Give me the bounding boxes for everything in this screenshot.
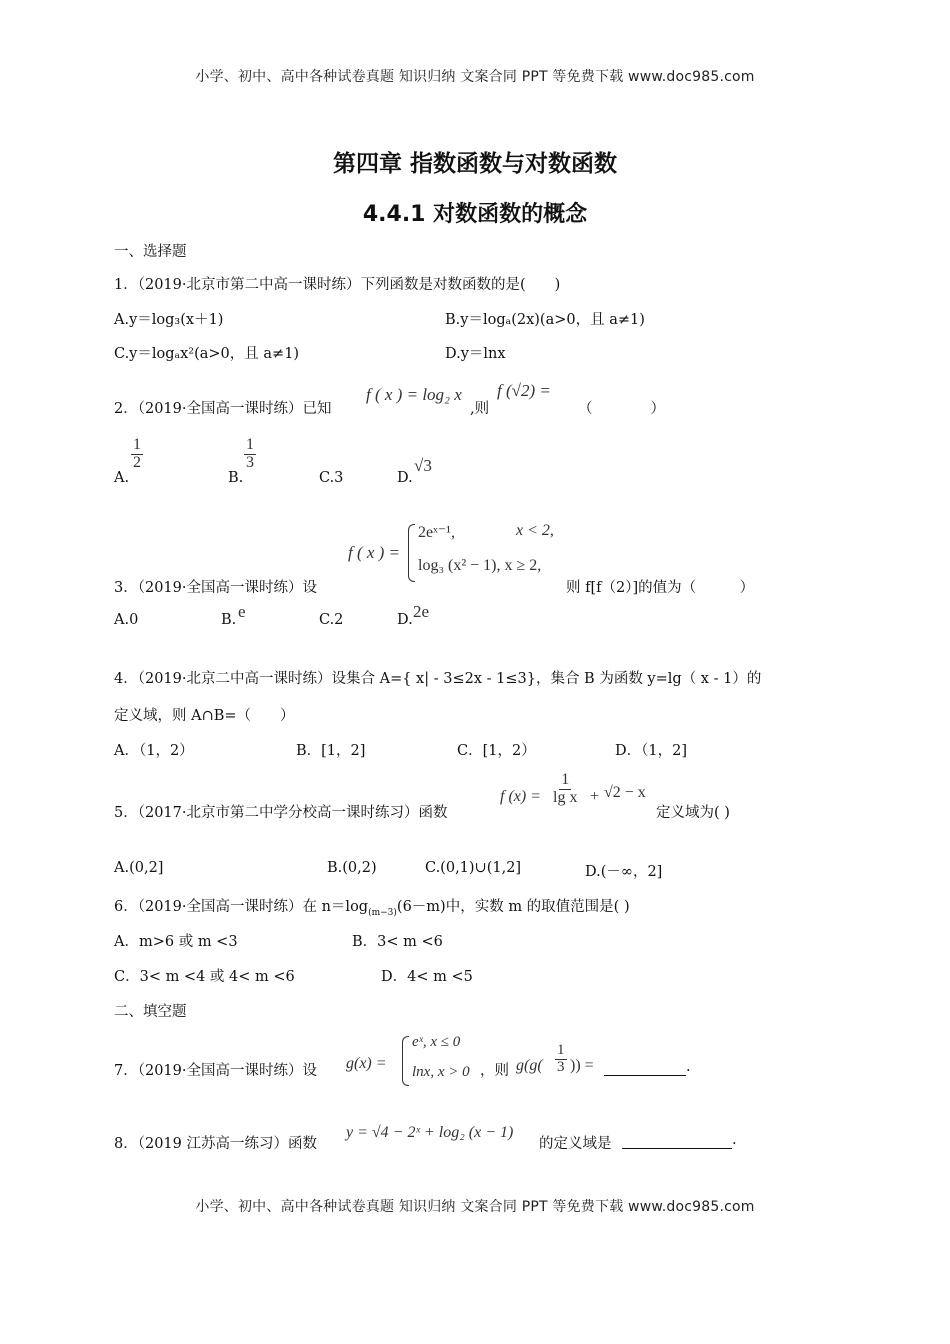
answer-line: [622, 1132, 732, 1149]
question-4-option-d: D．（1，2]: [615, 743, 687, 759]
part2-heading: 二、填空题: [114, 1004, 187, 1020]
question-8-stem: 8．（2019 江苏高一练习）函数: [114, 1136, 317, 1152]
question-6-option-d: D．4< m <5: [381, 969, 473, 985]
question-5-sqrt: √2 − x: [604, 784, 646, 801]
question-3-option-c: C.2: [319, 612, 344, 628]
question-1-option-b: B.y＝logₐ(2x)(a>0，且 a≠1): [445, 312, 645, 328]
question-5-stem: 5．（2017·北京市第二中学分校高一课时练习）函数: [114, 805, 448, 821]
question-2-option-d-label: D.: [397, 470, 413, 486]
question-1-stem: 1．（2019·北京市第二中高一课时练）下列函数是对数函数的是( ): [114, 277, 561, 293]
question-5-plus: +: [590, 788, 600, 805]
question-8-formula: y = √4 − 2ˣ + log₂ (x − 1): [346, 1124, 514, 1141]
question-7-expr-post: )) =: [570, 1057, 594, 1074]
question-5-option-c: C.(0,1)∪(1,2]: [425, 860, 522, 876]
question-3-case1-cond: x < 2,: [516, 522, 554, 539]
question-2-formula-f: f ( x ) = log₂ x: [366, 385, 462, 404]
question-2-then: ,则: [470, 401, 490, 417]
question-8-tail: 的定义域是: [539, 1136, 612, 1152]
question-5-lhs: f (x) =: [500, 788, 541, 805]
question-1-option-d: D.y＝lnx: [445, 346, 506, 362]
question-4-stem-line1: 4．（2019·北京二中高一课时练）设集合 A={ x| - 3≤2x - 1≤3}，集合 B 为函数 y=lg（ x - 1）的: [114, 671, 762, 687]
fraction-denominator: 3: [557, 1058, 565, 1075]
question-7-case1: eˣ, x ≤ 0: [412, 1034, 461, 1050]
question-2-answer-paren: （ ）: [578, 401, 665, 417]
fraction-numerator: 1: [246, 436, 254, 453]
section-title: 4.4.1 对数函数的概念: [362, 202, 588, 227]
question-6-option-c: C．3< m <4 或 4< m <6: [114, 969, 295, 985]
question-3-lhs: f ( x ) =: [348, 543, 401, 562]
question-6-option-a: A．m>6 或 m <3: [114, 934, 238, 950]
question-7-expr-pre: g(g(: [516, 1057, 543, 1074]
question-5-fraction: [553, 772, 577, 807]
question-6-stem: [114, 895, 630, 918]
question-4-stem-line2: 定义域，则 A∩B=（ ）: [114, 708, 295, 724]
question-2-option-d-value: √3: [414, 456, 432, 475]
question-6-stem-start: 6．（2019·全国高一课时练）在 n＝log: [114, 899, 369, 915]
question-1-option-c: C.y＝logₐx²(a>0，且 a≠1): [114, 346, 300, 362]
question-5-option-a: A.(0,2]: [114, 860, 164, 876]
fraction-numerator: 1: [557, 1042, 565, 1058]
header-watermark-text: 小学、初中、高中各种试卷真题 知识归纳 文案合同 PPT 等免费下载 www.doc985.com: [195, 69, 755, 85]
question-8-answer-blank: [622, 1132, 737, 1149]
question-4-option-c: C．[1，2）: [457, 743, 536, 759]
question-2-option-a-fraction: [131, 437, 143, 472]
question-2-stem: 2．（2019·全国高一课时练）已知: [114, 401, 332, 417]
question-3-option-b-label: B.: [221, 612, 237, 628]
question-3-option-b-value: e: [238, 602, 246, 621]
question-6-option-b: B．3< m <6: [352, 934, 443, 950]
question-2-option-b-fraction: [244, 437, 256, 472]
question-2-option-b-label: B.: [228, 470, 244, 486]
question-7-lhs: g(x) =: [346, 1055, 387, 1072]
question-2-formula-sqrt2: f (√2) =: [497, 381, 551, 400]
question-3-case1-expr: 2eˣ⁻¹,: [418, 524, 455, 541]
question-7-fraction: [555, 1043, 567, 1076]
question-8-end: .: [732, 1132, 737, 1148]
question-3-case2: log₃ (x² − 1), x ≥ 2,: [418, 557, 542, 574]
question-7-answer-blank: [604, 1059, 691, 1076]
question-6-log-base: (m−3): [368, 907, 397, 918]
fraction-denominator: lg x: [553, 788, 578, 806]
question-5-tail: 定义域为( ): [656, 805, 730, 821]
piecewise-brace: [408, 524, 415, 582]
question-3-option-d-label: D.: [397, 612, 413, 628]
chapter-title: 第四章 指数函数与对数函数: [332, 151, 617, 177]
question-3-option-d-value: 2e: [413, 602, 430, 621]
question-5-option-d: D.(－∞，2]: [585, 864, 663, 880]
question-3-stem: 3．（2019·全国高一课时练）设: [114, 580, 317, 596]
question-3-option-a: A.0: [114, 612, 139, 628]
question-4-option-b: B．[1，2]: [296, 743, 366, 759]
footer-watermark-text: 小学、初中、高中各种试卷真题 知识归纳 文案合同 PPT 等免费下载 www.doc985.com: [195, 1199, 755, 1215]
piecewise-brace: [402, 1036, 409, 1086]
question-7-stem: 7．（2019·全国高一课时练）设: [114, 1063, 317, 1079]
question-4-option-a: A．（1，2）: [114, 743, 194, 759]
fraction-numerator: 1: [133, 436, 141, 453]
question-2-option-c: C.3: [319, 470, 344, 486]
part1-heading: 一、选择题: [114, 244, 187, 260]
question-3-tail: 则 f[f（2）]的值为（ ）: [566, 580, 755, 596]
question-2-option-a-label: A.: [114, 470, 130, 486]
question-7-case2: lnx, x > 0: [412, 1064, 470, 1080]
question-1-option-a: A.y＝log₃(x＋1): [114, 312, 224, 328]
fraction-denominator: 3: [246, 453, 254, 471]
question-5-option-b: B.(0,2): [327, 860, 377, 876]
answer-line: [604, 1059, 686, 1076]
question-7-then: ，则: [480, 1063, 509, 1079]
fraction-numerator: 1: [561, 771, 570, 788]
question-7-end: .: [686, 1059, 691, 1075]
fraction-denominator: 2: [133, 453, 141, 471]
question-6-stem-end: (6－m)中，实数 m 的取值范围是( ): [396, 899, 630, 915]
